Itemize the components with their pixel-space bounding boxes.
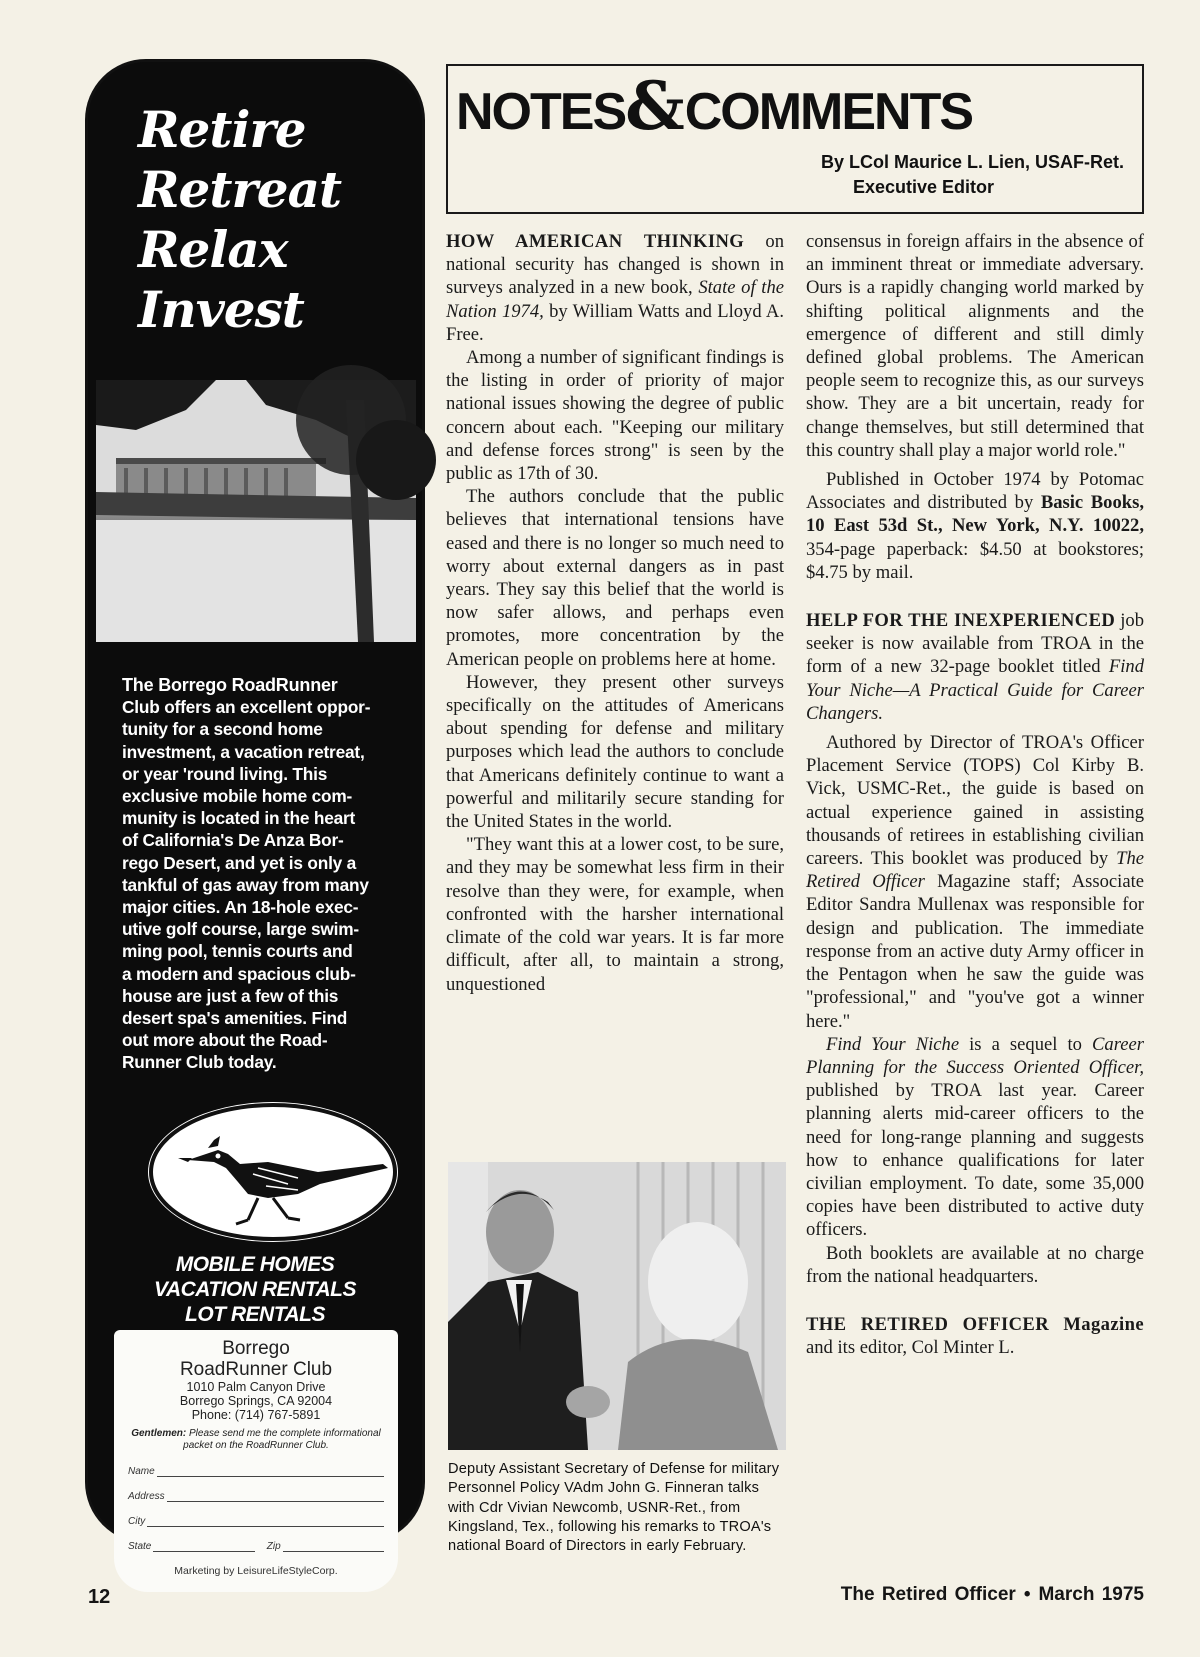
section-head: HELP FOR THE INEXPERIENCED [806, 610, 1116, 632]
name-field-label: Name [128, 1466, 155, 1477]
address-field-line[interactable] [167, 1491, 384, 1502]
magazine-title: The Retired Officer [806, 848, 1144, 893]
zip-field-label: Zip [266, 1541, 281, 1552]
address-field-label: Address [128, 1491, 165, 1502]
coupon-club-line: RoadRunner Club [179, 1359, 333, 1380]
ad-body-line: of California's De Anza Bor- [122, 830, 344, 851]
ad-body-line: The Borrego RoadRunner [122, 675, 338, 695]
paragraph [806, 609, 1144, 725]
ad-body-line: a modern and spacious club- [122, 963, 356, 984]
text-run: by William Watts and Lloyd A. Free. [446, 300, 784, 345]
column-header-box [446, 64, 1144, 214]
section-head: HOW AMERICAN THINKING [446, 231, 745, 252]
ad-body-line: Runner Club today. [122, 1052, 277, 1073]
text-run: is a sequel to [959, 1033, 1092, 1055]
section-head: THE RETIRED OFFICER Magazine [806, 1313, 1144, 1335]
page-number: 12 [88, 1586, 111, 1608]
mail-in-coupon [114, 1330, 398, 1592]
byline [821, 150, 1124, 200]
ad-rentals-list [88, 1252, 422, 1327]
booklet-title: Career Planning for the Success Oriented Officer, [806, 1033, 1144, 1078]
byline-author: By LCol Maurice L. Lien, USAF-Ret. [820, 152, 1124, 172]
text-run: 354-page paperback: $4.50 at bookstores; $4.75 by mail. [806, 538, 1144, 583]
ad-headline-line: Invest [138, 280, 304, 339]
paragraph [806, 1033, 1144, 1242]
clubhouse-photo [96, 380, 416, 642]
ad-body-line: tankful of gas away from many [122, 874, 369, 895]
ad-body-line: out more about the Road- [122, 1030, 328, 1051]
coupon-club-name [114, 1338, 398, 1380]
zip-field-line[interactable] [283, 1541, 384, 1552]
book-title: State of the Nation 1974, [446, 277, 785, 322]
text-run: Published in October 1974 by Potomac Associates and distributed by [806, 469, 1144, 514]
paragraph: Both booklets are available at no charge from the national headquarters. [806, 1242, 1144, 1287]
rental-type: LOT RENTALS [185, 1303, 325, 1326]
publication-name: The Retired Officer [840, 1584, 1016, 1605]
running-footer [841, 1584, 1144, 1606]
rental-type: VACATION RENTALS [154, 1278, 356, 1301]
booklet-title: Find Your Niche [826, 1033, 960, 1055]
roadrunner-logo [148, 1102, 398, 1242]
ad-headline-line: Relax [138, 220, 288, 279]
ad-body-line: major cities. An 18-hole exec- [122, 897, 359, 918]
ad-body-line: house are just a few of this [122, 985, 339, 1006]
ad-body-line: munity is located in the heart [122, 808, 356, 829]
ad-body-line: investment, a vacation retreat, [122, 741, 365, 762]
coupon-salutation: Gentlemen: [131, 1428, 187, 1439]
text-run: job seeker is now available from TROA in the form of a new 32-page booklet titled [806, 610, 1144, 678]
state-zip-field[interactable] [128, 1538, 384, 1552]
ad-headline [88, 100, 422, 340]
title-comments: COMMENTS [684, 83, 973, 141]
ad-body-line: Club offers an excellent oppor- [122, 697, 371, 718]
state-field-label: State [128, 1541, 152, 1552]
article-column-1 [446, 230, 784, 996]
byline-role: Executive Editor [852, 177, 995, 197]
news-photo [448, 1162, 786, 1450]
paragraph [806, 468, 1144, 584]
city-field-line[interactable] [147, 1516, 384, 1527]
article-column-2 [806, 230, 1144, 1359]
publisher-address: Basic Books, 10 East 53d St., New York, N.Y. 10022, [806, 492, 1144, 537]
paragraph [806, 1313, 1144, 1359]
paragraph: "They want this at a lower cost, to be sure, and they may be somewhat less firm in their resolve than they were, for example, when confronted with the harsher international climate of the cold war years. It is far more difficult, after all, to maintain a strong, unquestioned [446, 834, 784, 995]
ad-body-line: tunity for a second home [122, 719, 323, 740]
ad-body-line: rego Desert, and yet is only a [122, 852, 357, 873]
ad-body-line: ming pool, tennis courts and [122, 941, 353, 962]
text-run: published by TROA last year. Career planning alerts mid-career officers to the need for long-range planning and suggests how to enhance qualifications for later civilian employment. To date, some 35,000 copies have been distributed to active duty officers. [806, 1080, 1144, 1241]
city-field-label: City [128, 1516, 146, 1527]
rental-type: MOBILE HOMES [175, 1253, 335, 1276]
ad-body-copy [122, 674, 390, 1074]
ad-body-line: or year 'round living. This [122, 763, 328, 784]
title-ampersand: & [625, 67, 685, 145]
paragraph: consensus in foreign affairs in the absence of an imminent threat or immediate adversary. Ours is a rapidly changing world marked by shifting political alignments and the emergence of different and still dimly defined global problems. The American people seem to recognize this, as our surveys show. They are a bit uncertain, ready for change themselves, but still determined that this country shall play a major world role." [806, 231, 1144, 461]
text-run: on national security has changed is shown in surveys analyzed in a new book, [446, 231, 784, 299]
coupon-request-text [122, 1428, 390, 1452]
city-field[interactable] [128, 1513, 384, 1527]
coupon-marketing-credit: Marketing by LeisureLifeStyleCorp. [174, 1565, 338, 1577]
text-run: and its editor, Col Minter L. [806, 1337, 1015, 1359]
paragraph [446, 230, 784, 346]
name-field[interactable] [128, 1463, 384, 1477]
booklet-title: Find Your Niche—A Practical Guide for Career Changers. [806, 656, 1144, 724]
paragraph [806, 731, 1144, 1033]
text-run: Magazine staff; Associate Editor Sandra Mullenax was responsible for design and publication. The immediate response from an active duty Army officer in the Pentagon when he saw the guide was "professional," and "you've got a winner here." [806, 871, 1144, 1032]
issue-date: March 1975 [1038, 1584, 1144, 1605]
footer-separator: • [1023, 1584, 1031, 1605]
coupon-request: Please send me the complete informational packet on the RoadRunner Club. [183, 1428, 381, 1451]
text-run: Authored by Director of TROA's Officer Placement Service (TOPS) Col Kirby B. Vick, USMC-Ret., the guide is based on actual experience gained in assisting thousands of retirees in establishing civilian careers. This booklet was produced by [806, 732, 1144, 870]
paragraph: However, they present other surveys specifically on the attitudes of Americans about spending for defense and military purposes which lead the authors to conclude that Americans definitely continue to want a powerful and militarily secure standing for the United States in the world. [446, 671, 784, 833]
borrego-roadrunner-ad [88, 62, 422, 1577]
address-field[interactable] [128, 1488, 384, 1502]
name-field-line[interactable] [157, 1466, 384, 1477]
ad-headline-line: Retreat [138, 160, 342, 219]
page-title [456, 67, 973, 145]
ad-headline-line: Retire [138, 100, 306, 159]
photo-caption: Deputy Assistant Secretary of Defense for military Personnel Policy VAdm John G. Finneran talks with Cdr Vivian Newcomb, USNR-Ret., from Kingsland, Tex., following his remarks to TROA's national Board of Directors in early February. [448, 1461, 780, 1555]
paragraph: Among a number of significant findings is the listing in order of priority of major national issues showing the degree of public concern about each. "Keeping our military and defense forces strong" is seen by the public as 17th of 30. [446, 347, 784, 485]
paragraph: The authors conclude that the public believes that international tensions have eased and there is no longer so much need to worry about external dangers as in past years. They say this belief that the world is now safer allows, and perhaps even promotes, more concentration by the American people on problems here at home. [446, 486, 784, 670]
ad-body-line: desert spa's amenities. Find [122, 1008, 348, 1029]
coupon-city: Borrego Springs, CA 92004 [179, 1394, 333, 1408]
ad-body-line: exclusive mobile home com- [122, 786, 353, 807]
ad-body-line: utive golf course, large swim- [122, 919, 359, 940]
coupon-street: 1010 Palm Canyon Drive [186, 1380, 326, 1394]
coupon-phone: Phone: (714) 767-5891 [191, 1408, 321, 1422]
coupon-club-line: Borrego [222, 1338, 290, 1359]
state-field-line[interactable] [153, 1541, 254, 1552]
title-notes: NOTES [456, 83, 626, 141]
